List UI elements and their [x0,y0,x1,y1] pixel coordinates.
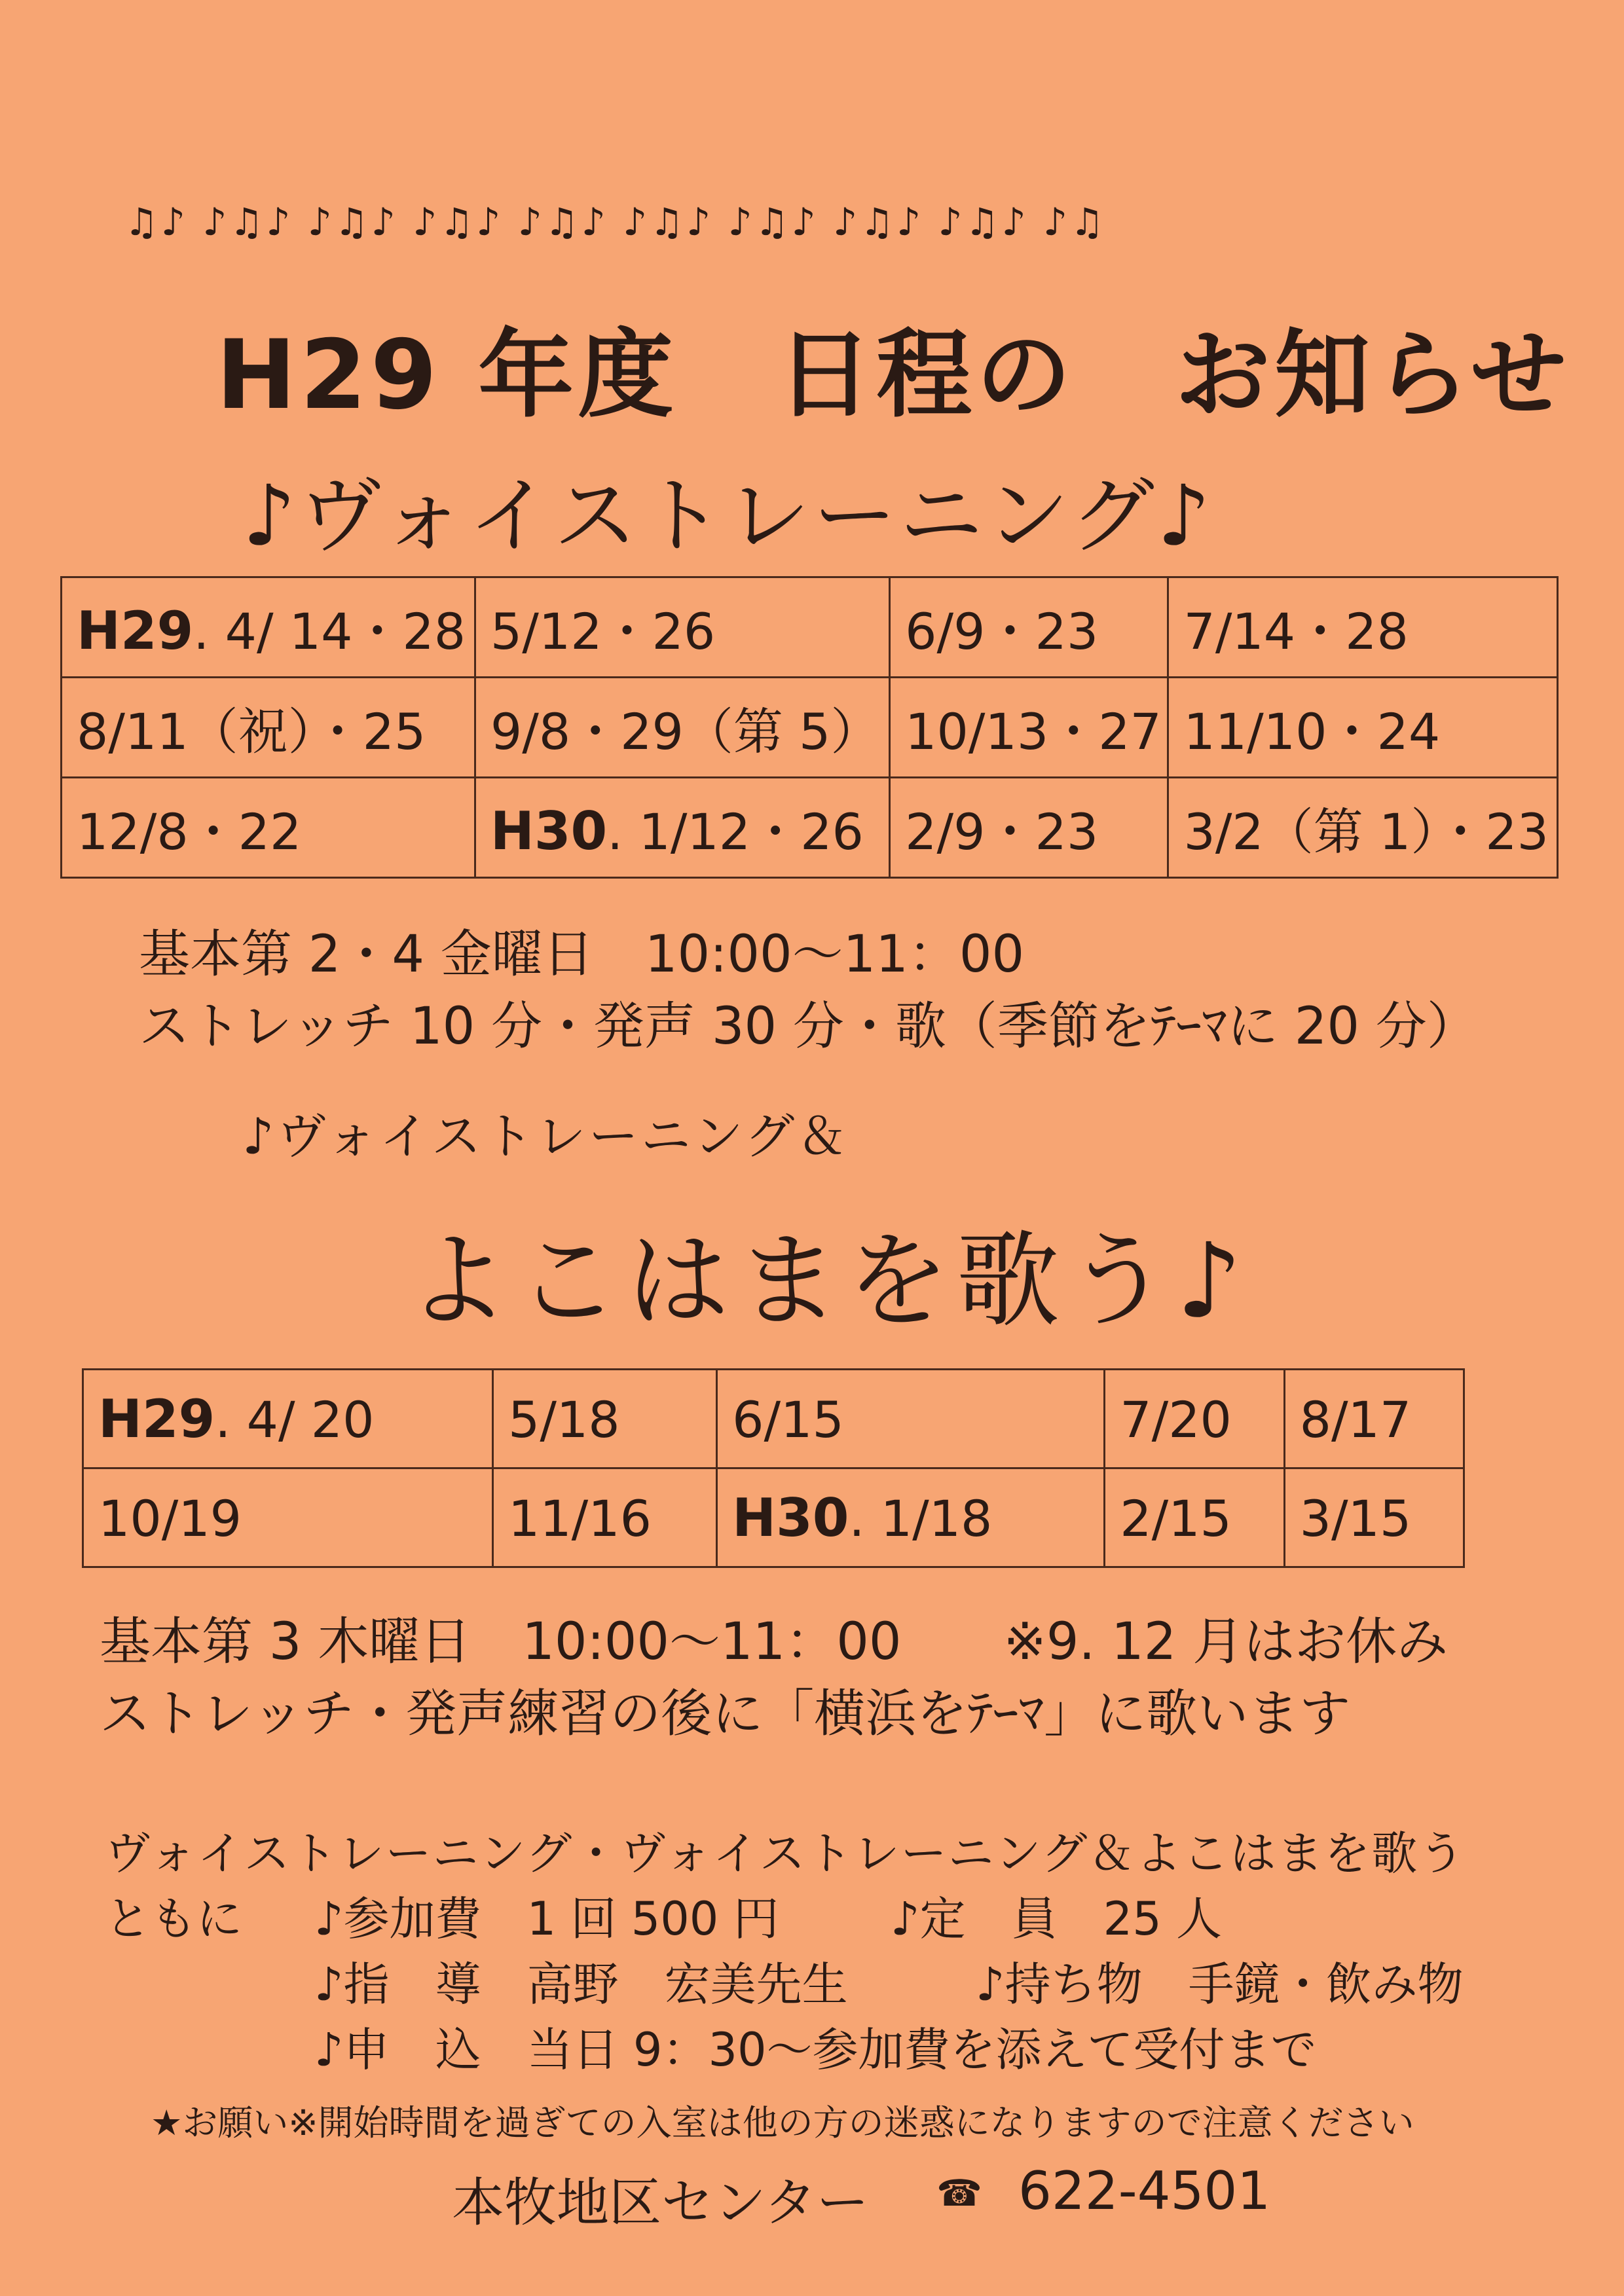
voice-training-content: ストレッチ 10 分・発声 30 分・歌（季節をﾃｰﾏに 20 分） [139,997,1478,1056]
era-label: H30 [490,800,608,862]
voice-training-heading: ♪ヴォイストレーニング♪ [242,467,1213,565]
common-both-label: ともに [105,1892,242,1946]
date-text: 11/16 [507,1489,652,1548]
schedule-cell [83,1370,493,1468]
common-info-heading: ヴォイストレーニング・ヴォイストレーニング＆よこはまを歌う [105,1827,1466,1880]
music-notes-decoration: ♫♪ ♪♫♪ ♪♫♪ ♪♫♪ ♪♫♪ ♪♫♪ ♪♫♪ ♪♫♪ ♪♫♪ ♪♫ [124,200,1107,244]
table-row [83,1468,1464,1567]
schedule-cell [1168,678,1558,778]
table-row [62,678,1558,778]
date-text: 5/18 [507,1390,620,1449]
yokohama-basic-schedule: 基本第 3 木曜日 10:00～11：00 ※9. 12 月はお休み [100,1613,1449,1671]
schedule-cell [62,577,475,678]
schedule-cell [492,1370,716,1468]
date-text: . 4/ 20 [215,1390,375,1449]
table-row [83,1370,1464,1468]
schedule-cell [83,1468,493,1567]
schedule-cell [492,1468,716,1567]
application-info: ♪申 込 当日 9：30～参加費を添えて受付まで [314,2023,1317,2077]
schedule-cell [475,678,889,778]
schedule-cell [1168,577,1558,678]
era-label: H30 [732,1487,849,1548]
table-row [62,778,1558,878]
instructor: ♪指 導 高野 宏美先生 [314,1958,848,2011]
capacity: ♪定 員 25 人 [891,1892,1222,1946]
date-text: 7/20 [1120,1390,1232,1449]
date-text: 10/19 [98,1489,242,1548]
belongings: ♪持ち物 手鏡・飲み物 [976,1958,1464,2011]
date-text: . 1/12・26 [607,802,864,861]
yokohama-section-title: よこはまを歌う♪ [406,1221,1249,1341]
date-text: 3/15 [1299,1489,1412,1548]
era-label: H29 [98,1388,215,1449]
schedule-cell [1168,778,1558,878]
date-text: 3/2（第 1）・23 [1183,802,1549,861]
date-text: . 1/18 [849,1489,993,1548]
schedule-cell [62,778,475,878]
date-text: 11/10・24 [1183,702,1441,761]
schedule-cell [890,577,1168,678]
date-text: 6/9・23 [905,602,1099,661]
date-text: 7/14・28 [1183,602,1409,661]
date-text: 2/9・23 [905,802,1099,861]
date-text: 6/15 [732,1390,844,1449]
schedule-cell [1284,1370,1464,1468]
date-text: 8/17 [1299,1390,1412,1449]
schedule-cell [890,778,1168,878]
schedule-cell [475,577,889,678]
date-text: 12/8・22 [77,802,302,861]
date-text: 10/13・27 [905,702,1162,761]
schedule-cell [890,678,1168,778]
date-text: 9/8・29（第 5） [490,702,881,761]
date-text: 5/12・26 [490,602,716,661]
schedule-cell [717,1468,1105,1567]
phone-icon: ☎ [936,2172,982,2215]
phone-number: 622-4501 [1018,2160,1271,2221]
participation-fee: ♪参加費 1 回 500 円 [314,1892,779,1946]
table-row [62,577,1558,678]
yokohama-section-subtitle: ♪ヴォイストレーニング＆ [242,1107,850,1165]
center-name: 本牧地区センター [452,2172,869,2233]
date-text: . 4/ 14・28 [193,602,466,661]
voice-training-basic-schedule: 基本第 2・4 金曜日 10:00～11：00 [139,925,1025,984]
schedule-cell [1284,1468,1464,1567]
request-notice: ★お願い※開始時間を過ぎての入室は他の方の迷惑になりますので注意ください [151,2102,1414,2143]
date-text: 8/11（祝）・25 [77,702,426,761]
date-text: 2/15 [1120,1489,1232,1548]
page-title: H29 年度 日程の お知らせ [216,319,1570,431]
voice-training-schedule-table [60,576,1559,879]
schedule-cell [1105,1370,1284,1468]
yokohama-schedule-table [82,1368,1465,1568]
schedule-cell [1105,1468,1284,1567]
era-label: H29 [77,600,194,661]
schedule-cell [62,678,475,778]
yokohama-content: ストレッチ・発声練習の後に「横浜をﾃｰﾏ」に歌います [100,1685,1351,1743]
schedule-cell [475,778,889,878]
schedule-cell [717,1370,1105,1468]
